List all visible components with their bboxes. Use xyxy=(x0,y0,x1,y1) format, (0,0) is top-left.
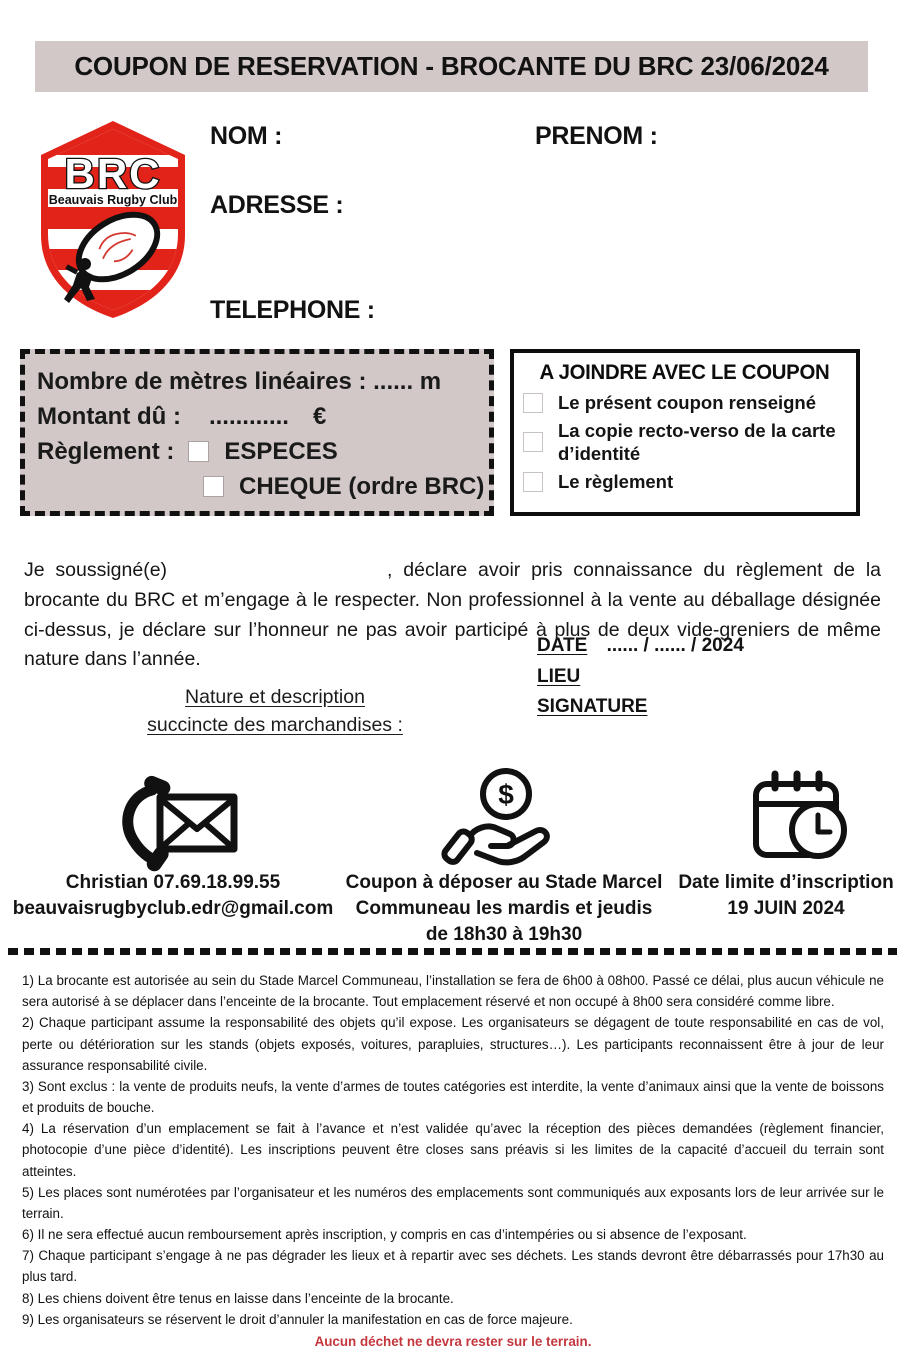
dotted-divider xyxy=(8,948,897,955)
contact-name-phone: Christian 07.69.18.99.55 xyxy=(65,872,281,893)
date-line xyxy=(537,633,744,659)
logo-club-name: Beauvais Rugby Club xyxy=(48,193,178,207)
checkbox-cheque[interactable] xyxy=(203,476,224,497)
goods-description-label xyxy=(110,683,440,740)
payment-label: Règlement : xyxy=(37,437,175,465)
attachment-label: Le présent coupon renseigné xyxy=(558,392,817,413)
checkbox-reglement[interactable] xyxy=(523,472,543,492)
goods-description-line2: succincte des marchandises : xyxy=(147,714,403,737)
date-lieu-signature-block xyxy=(537,633,744,725)
attachments-box xyxy=(510,349,860,516)
rule-item: 4) La réservation d’un emplacement se fait à l’avance et n’est validée qu’avec la réception des pièces demandées (règlement financier, photocopie d’une pièce d’identité). Les inscriptions peuvent être closes sans préavis si les limites de la capacité d’accueil du terrain sont atteintes. xyxy=(22,1121,884,1179)
payment-line-especes xyxy=(37,434,477,469)
attachments-title: A JOINDRE AVEC LE COUPON xyxy=(539,361,830,384)
contact-caption xyxy=(8,870,338,922)
logo-acronym: BRC xyxy=(64,150,162,197)
telephone-label: TELEPHONE : xyxy=(210,296,375,324)
deadline-caption xyxy=(672,870,900,922)
rules-section xyxy=(22,970,884,1352)
amount-line xyxy=(37,399,477,434)
rule-item: 6) Il ne sera effectué aucun remboursement après inscription, y compris en cas d’intempéries ou si absence de l’exposant. xyxy=(22,1227,747,1243)
brc-club-logo xyxy=(33,117,193,322)
amount-label: Montant dû : xyxy=(37,402,181,430)
deadline-label: Date limite d’inscription xyxy=(678,872,894,893)
page-title: COUPON DE RESERVATION - BROCANTE DU BRC 23/06/2024 xyxy=(35,41,868,92)
deposit-instructions: Coupon à déposer au Stade Marcel Communeau les mardis et jeudis de 18h30 à 19h30 xyxy=(345,872,663,946)
lieu-line xyxy=(537,664,744,690)
dollar-symbol: $ xyxy=(498,779,514,810)
goods-description-line1: Nature et description xyxy=(185,686,365,708)
rule-item: 5) Les places sont numérotées par l’organisateur et les numéros des emplacements sont communiqués aux exposants lors de leur arrivée sur le terrain. xyxy=(22,1184,884,1221)
declaration-body: , déclare avoir pris connaissance du règlement de la brocante du BRC et m’engage à le respecter. Non professionnel à la vente au déballage désignée ci-dessus, je déclare sur l’honneur ne pas avoir participé à plus de deux vide-greniers de même nature dans l’année. xyxy=(24,559,882,671)
nom-label: NOM : xyxy=(210,122,283,150)
prenom-label: PRENOM : xyxy=(535,122,658,150)
amount-dots: ............ xyxy=(208,402,289,430)
rule-item: 3) Sont exclus : la vente de produits neufs, la vente d’armes de toutes catégories est interdite, la vente d’animaux ainsi que la vente de boissons et produits de bouche. xyxy=(22,1078,884,1116)
coin-hand-icon xyxy=(443,767,565,869)
pricing-box xyxy=(20,349,494,516)
attachment-label: La copie recto-verso de la carte d’identité xyxy=(558,420,836,465)
cheque-label: CHEQUE (ordre BRC) xyxy=(239,472,485,500)
attachment-label: Le règlement xyxy=(558,471,674,493)
adresse-label: ADRESSE : xyxy=(210,191,344,219)
attachment-item-reglement xyxy=(523,470,846,493)
declaration-paragraph xyxy=(24,556,881,675)
date-value: ...... / ...... / 2024 xyxy=(606,635,744,656)
rule-item: 9) Les organisateurs se réservent le droit d’annuler la manifestation en cas de force majeure. xyxy=(22,1311,573,1327)
signature-label: SIGNATURE xyxy=(537,696,648,718)
signature-line xyxy=(537,694,744,720)
deposit-caption xyxy=(343,870,665,949)
payment-line-cheque xyxy=(37,469,485,504)
amount-unit: € xyxy=(312,402,327,430)
rule-item: 7) Chaque participant s’engage à ne pas dégrader les lieux et à repartir avec ses déchets. Les stands devront être débarrassés pour 17h30 au plus tard. xyxy=(22,1248,884,1285)
deadline-date: 19 JUIN 2024 xyxy=(727,898,845,920)
lieu-label: LIEU xyxy=(537,665,581,687)
meters-line: Nombre de mètres linéaires : ...... m xyxy=(37,367,442,395)
phone-envelope-icon xyxy=(112,772,240,868)
date-label: DATE xyxy=(537,635,588,656)
rule-item: 2) Chaque participant assume la responsabilité des objets qu’il expose. Les organisateurs se dégagent de toute responsabilité en cas de vol, perte ou détérioration sur les stands (objets exposés, voitures, parapluies, structures…). Les participants reconnaissent être à jour de leur assurance responsabilité civile. xyxy=(22,1015,884,1073)
calendar-clock-icon xyxy=(742,767,858,867)
declaration-intro: Je soussigné(e) xyxy=(24,559,168,581)
especes-label: ESPECES xyxy=(224,437,338,465)
attachment-item-carte xyxy=(523,419,846,465)
checkbox-especes[interactable] xyxy=(188,441,209,462)
checkbox-coupon[interactable] xyxy=(523,393,543,413)
contact-email: beauvaisrugbyclub.edr@gmail.com xyxy=(12,898,334,920)
attachment-item-coupon xyxy=(523,391,846,414)
checkbox-carte-identite[interactable] xyxy=(523,432,543,452)
no-waste-warning: Aucun déchet ne devra rester sur le terrain. xyxy=(314,1333,592,1349)
rule-item: 1) La brocante est autorisée au sein du Stade Marcel Communeau, l’installation se fera de 6h00 à 08h00. Passé ce délai, plus aucun véhicule ne sera autorisé à se déplacer dans l’enceinte de la brocante. Tout emplacement réservé et non occupé à 8h00 sera considéré comme libre. xyxy=(22,973,884,1010)
rule-item: 8) Les chiens doivent être tenus en laisse dans l’enceinte de la brocante. xyxy=(22,1290,454,1306)
